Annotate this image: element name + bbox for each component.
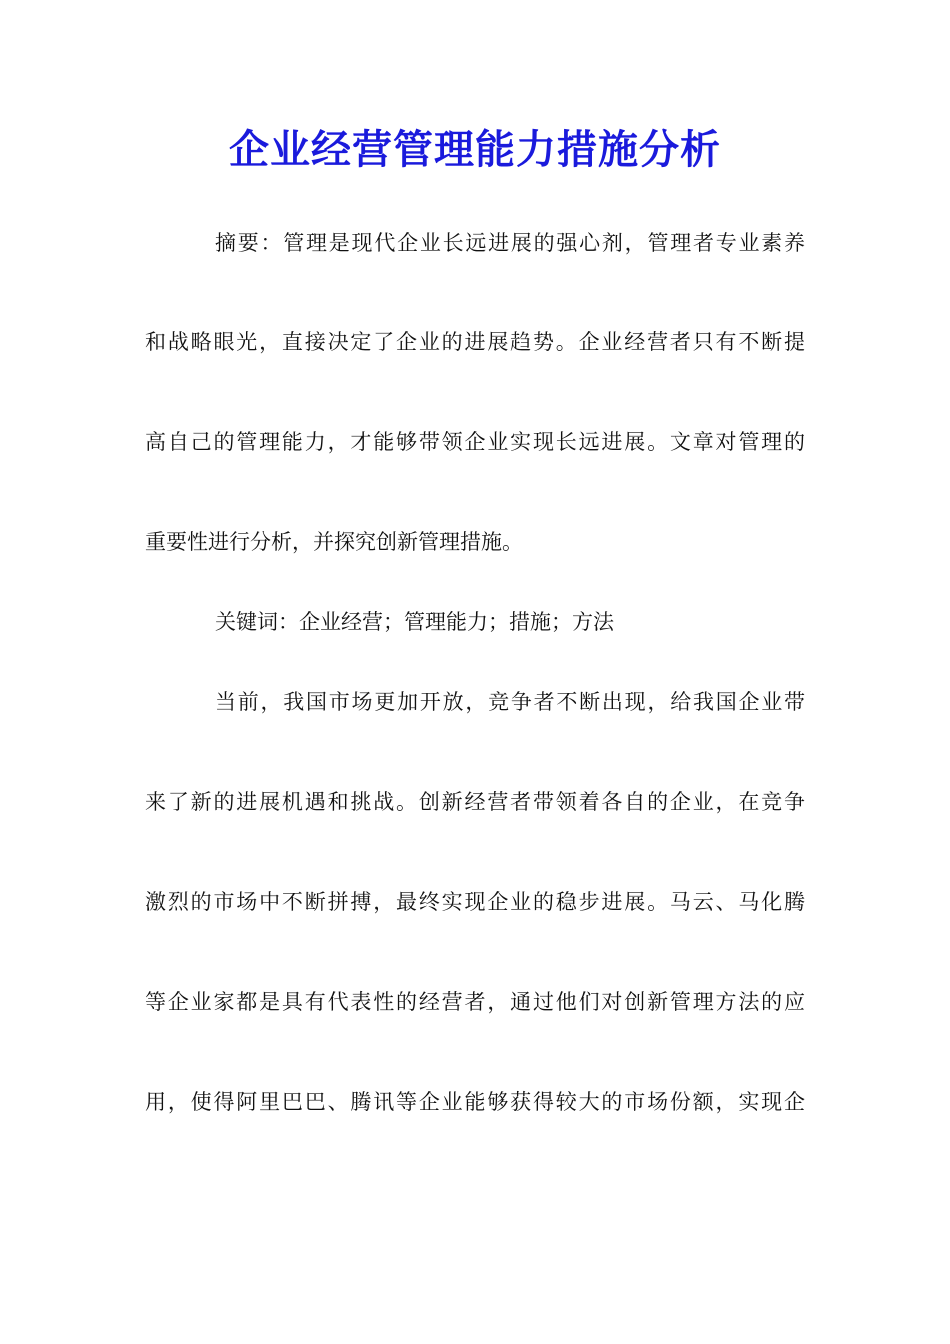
body-line-3: 激烈的市场中不断拼搏，最终实现企业的稳步进展。马云、马化腾 — [145, 890, 805, 914]
body-line-1: 当前，我国市场更加开放，竞争者不断出现，给我国企业带 — [215, 690, 805, 714]
document-title: 企业经营管理能力措施分析 — [229, 126, 721, 173]
body-line-4: 等企业家都是具有代表性的经营者，通过他们对创新管理方法的应 — [145, 990, 805, 1014]
abstract-line-3: 高自己的管理能力，才能够带领企业实现长远进展。文章对管理的 — [145, 430, 805, 454]
abstract-line-2: 和战略眼光，直接决定了企业的进展趋势。企业经营者只有不断提 — [145, 330, 805, 354]
keywords-line: 关键词：企业经营；管理能力；措施；方法 — [215, 610, 614, 634]
abstract-line-1: 摘要：管理是现代企业长远进展的强心剂，管理者专业素养 — [215, 231, 805, 255]
body-line-2: 来了新的进展机遇和挑战。创新经营者带领着各自的企业，在竞争 — [145, 790, 805, 814]
body-line-5: 用，使得阿里巴巴、腾讯等企业能够获得较大的市场份额，实现企 — [145, 1090, 805, 1114]
abstract-line-4: 重要性进行分析，并探究创新管理措施。 — [145, 530, 523, 554]
